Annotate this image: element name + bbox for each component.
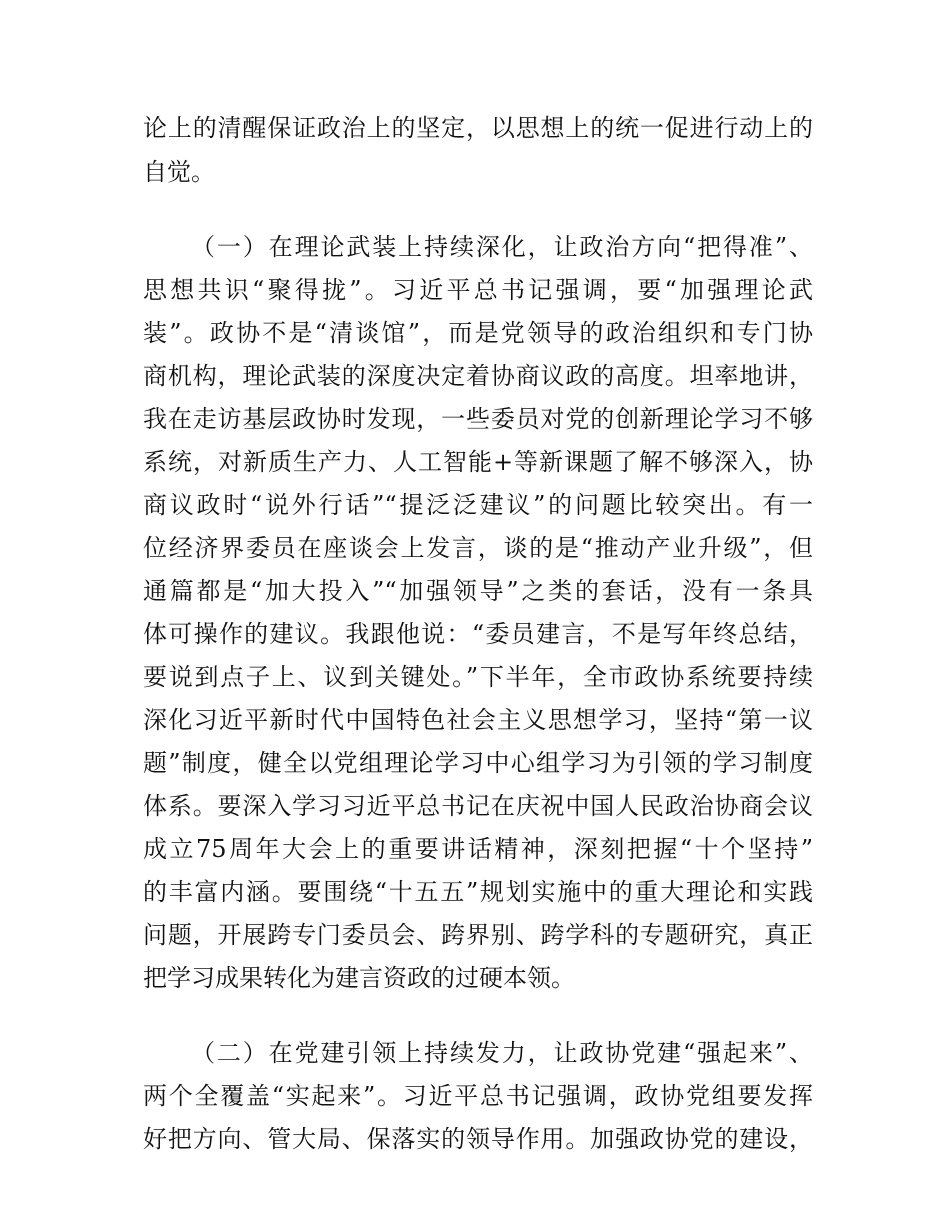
text-line: 两个全覆盖“实起来”。习近平总书记强调，政协党组要发挥 <box>143 1082 813 1110</box>
text-line: 体系。要深入学习习近平总书记在庆祝中国人民政治协商会议 <box>143 792 813 820</box>
text-line: 位经济界委员在座谈会上发言，谈的是“推动产业升级”，但 <box>143 534 813 562</box>
text-line: 商机构，理论武装的深度决定着协商议政的高度。坦率地讲， <box>143 362 813 390</box>
text-line: 装”。政协不是“清谈馆”，而是党领导的政治组织和专门协 <box>143 319 813 347</box>
text-line: 要说到点子上、议到关键处。”下半年，全市政协系统要持续 <box>143 663 813 691</box>
text-line: 我在走访基层政协时发现，一些委员对党的创新理论学习不够 <box>143 405 813 433</box>
text-line: 把学习成果转化为建言资政的过硬本领。 <box>143 964 575 992</box>
section-heading-1: （一）在理论武装上持续深化，让政治方向“把得准”、 <box>191 233 813 261</box>
text-line: 论上的清醒保证政治上的坚定，以思想上的统一促进行动上的 <box>143 114 813 142</box>
text-line: 题”制度，健全以党组理论学习中心组学习为引领的学习制度 <box>143 749 813 777</box>
text-line: 成立75周年大会上的重要讲话精神，深刻把握“十个坚持” <box>143 835 813 863</box>
text-line: 好把方向、管大局、保落实的领导作用。加强政协党的建设， <box>143 1125 813 1153</box>
text-line: 问题，开展跨专门委员会、跨界别、跨学科的专题研究，真正 <box>143 921 813 949</box>
text-line: 通篇都是“加大投入”“加强领导”之类的套话，没有一条具 <box>143 577 813 605</box>
text-line: 深化习近平新时代中国特色社会主义思想学习，坚持“第一议 <box>143 706 813 734</box>
text-line: 商议政时“说外行话”“提泛泛建议”的问题比较突出。有一 <box>143 491 813 519</box>
text-line: 思想共识“聚得拢”。习近平总书记强调，要“加强理论武 <box>143 276 813 304</box>
text-line: 体可操作的建议。我跟他说：“委员建言，不是写年终总结， <box>143 620 813 648</box>
text-line: 自觉。 <box>143 158 215 186</box>
text-line: 的丰富内涵。要围绕“十五五”规划实施中的重大理论和实践 <box>143 878 813 906</box>
section-heading-2: （二）在党建引领上持续发力，让政协党建“强起来”、 <box>191 1039 813 1067</box>
text-line: 系统，对新质生产力、人工智能+等新课题了解不够深入，协 <box>143 448 813 476</box>
